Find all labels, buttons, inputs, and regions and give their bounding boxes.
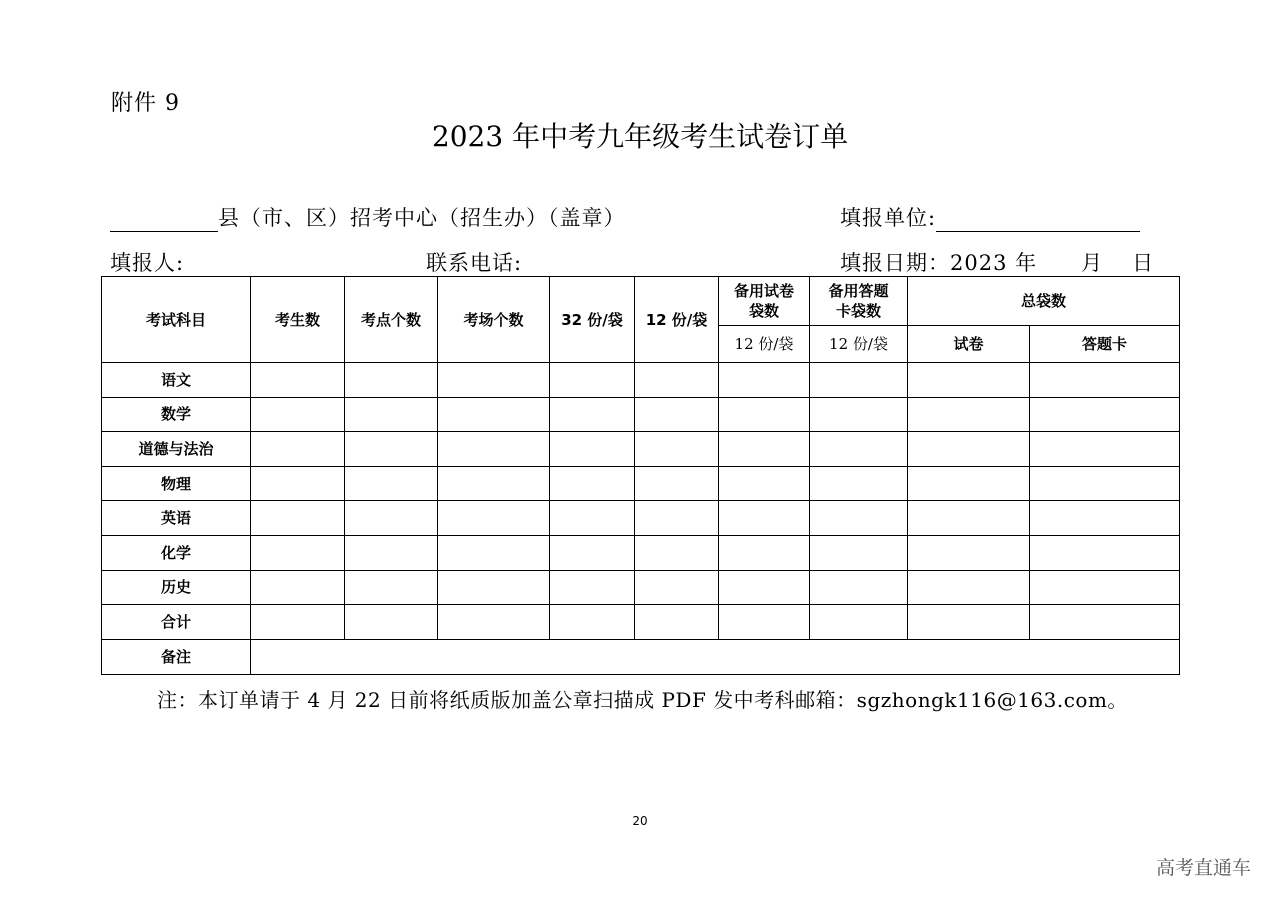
table-cell[interactable]: [550, 466, 635, 501]
table-cell[interactable]: [908, 501, 1030, 536]
table-cell[interactable]: [438, 397, 550, 432]
table-row: [102, 432, 1180, 467]
remark-row: [102, 639, 1180, 674]
table-row: [102, 570, 1180, 605]
header-total-card: 答题卡: [1030, 326, 1180, 363]
month-label: 月: [1081, 251, 1104, 275]
table-cell[interactable]: [251, 501, 345, 536]
subject-label: 合计: [102, 605, 251, 640]
table-cell[interactable]: [719, 397, 810, 432]
table-cell[interactable]: [635, 501, 719, 536]
table-cell[interactable]: [345, 605, 438, 640]
table-cell[interactable]: [251, 605, 345, 640]
table-cell[interactable]: [550, 501, 635, 536]
table-cell[interactable]: [438, 535, 550, 570]
table-cell[interactable]: [719, 570, 810, 605]
order-table: [101, 276, 1180, 675]
page-number: 20: [632, 814, 648, 828]
table-cell[interactable]: [810, 570, 908, 605]
table-cell[interactable]: [251, 363, 345, 398]
table-cell[interactable]: [550, 363, 635, 398]
header-rooms: 考场个数: [438, 277, 550, 363]
table-cell[interactable]: [1030, 535, 1180, 570]
subject-label: 化学: [102, 535, 251, 570]
table-row: [102, 605, 1180, 640]
table-cell[interactable]: [635, 363, 719, 398]
subject-label: 物理: [102, 466, 251, 501]
county-line: [110, 202, 626, 232]
table-cell[interactable]: [438, 501, 550, 536]
table-cell[interactable]: [550, 570, 635, 605]
table-cell[interactable]: [635, 535, 719, 570]
subject-label: 历史: [102, 570, 251, 605]
subject-label: 英语: [102, 501, 251, 536]
header-spare-paper: 备用试卷袋数: [719, 277, 810, 326]
county-text: 县（市、区）招考中心（招生办）（盖章）: [218, 206, 626, 230]
table-cell[interactable]: [1030, 501, 1180, 536]
table-cell[interactable]: [719, 535, 810, 570]
table-cell[interactable]: [1030, 605, 1180, 640]
table-cell[interactable]: [810, 501, 908, 536]
table-cell[interactable]: [345, 570, 438, 605]
table-cell[interactable]: [908, 535, 1030, 570]
table-row: [102, 501, 1180, 536]
subject-label: 语文: [102, 363, 251, 398]
remark-label: 备注: [102, 639, 251, 674]
table-cell[interactable]: [438, 466, 550, 501]
header-students: 考生数: [251, 277, 345, 363]
table-cell[interactable]: [251, 397, 345, 432]
header-bag12: 12 份/袋: [635, 277, 719, 363]
table-cell[interactable]: [1030, 570, 1180, 605]
person-field[interactable]: [184, 254, 374, 277]
table-cell[interactable]: [635, 605, 719, 640]
subject-label: 道德与法治: [102, 432, 251, 467]
phone-label: 联系电话:: [426, 251, 523, 275]
header-row-1: [102, 277, 1180, 326]
table-cell[interactable]: [719, 363, 810, 398]
table-cell[interactable]: [1030, 363, 1180, 398]
phone-line: [426, 247, 726, 277]
table-cell[interactable]: [345, 535, 438, 570]
unit-field[interactable]: [936, 209, 1140, 232]
table-cell[interactable]: [810, 535, 908, 570]
table-cell[interactable]: [1030, 432, 1180, 467]
table-row: [102, 535, 1180, 570]
footnote: 注：本订单请于 4 月 22 日前将纸质版加盖公章扫描成 PDF 发中考科邮箱：sgzhongk116@163.com。: [157, 688, 1128, 712]
table-cell[interactable]: [345, 363, 438, 398]
header-spare-card-unit: 12 份/袋: [810, 326, 908, 363]
table-cell[interactable]: [550, 605, 635, 640]
table-cell[interactable]: [1030, 466, 1180, 501]
table-cell[interactable]: [810, 466, 908, 501]
table-cell[interactable]: [438, 363, 550, 398]
table-cell[interactable]: [550, 432, 635, 467]
person-label: 填报人:: [110, 251, 185, 275]
table-cell[interactable]: [251, 432, 345, 467]
table-cell[interactable]: [550, 397, 635, 432]
table-row: [102, 363, 1180, 398]
table-cell[interactable]: [438, 432, 550, 467]
table-row: [102, 466, 1180, 501]
table-cell[interactable]: [438, 605, 550, 640]
table-cell[interactable]: [1030, 397, 1180, 432]
table-cell[interactable]: [251, 570, 345, 605]
subject-label: 数学: [102, 397, 251, 432]
table-row: [102, 397, 1180, 432]
table-cell[interactable]: [550, 535, 635, 570]
table-cell[interactable]: [810, 605, 908, 640]
table-cell[interactable]: [810, 363, 908, 398]
table-cell[interactable]: [810, 432, 908, 467]
table-cell[interactable]: [635, 432, 719, 467]
table-cell[interactable]: [810, 397, 908, 432]
header-spare-card: 备用答题卡袋数: [810, 277, 908, 326]
table-cell[interactable]: [719, 466, 810, 501]
table-cell[interactable]: [635, 466, 719, 501]
table-cell[interactable]: [345, 466, 438, 501]
day-label: 日: [1132, 251, 1155, 275]
header-total-paper: 试卷: [908, 326, 1030, 363]
table-cell[interactable]: [908, 363, 1030, 398]
unit-label: 填报单位:: [840, 206, 937, 230]
table-cell[interactable]: [908, 432, 1030, 467]
county-blank[interactable]: [110, 209, 218, 232]
subject-rows: [102, 363, 1180, 640]
unit-line: [840, 202, 1140, 232]
table-cell[interactable]: [438, 570, 550, 605]
date-line: [840, 247, 1154, 277]
table-cell[interactable]: [251, 466, 345, 501]
header-total: 总袋数: [908, 277, 1180, 326]
table-cell[interactable]: [908, 605, 1030, 640]
watermark: 高考直通车: [1155, 857, 1251, 879]
table-cell[interactable]: [908, 466, 1030, 501]
table-cell[interactable]: [345, 501, 438, 536]
header-sites: 考点个数: [345, 277, 438, 363]
table-cell[interactable]: [908, 570, 1030, 605]
table-cell[interactable]: [719, 432, 810, 467]
table-cell[interactable]: [908, 397, 1030, 432]
person-line: [110, 247, 374, 277]
phone-field[interactable]: [522, 254, 726, 277]
table-cell[interactable]: [345, 397, 438, 432]
page-title: 2023 年中考九年级考生试卷订单: [431, 120, 849, 153]
header-bag32: 32 份/袋: [550, 277, 635, 363]
table-cell[interactable]: [719, 501, 810, 536]
table-cell[interactable]: [251, 535, 345, 570]
table-cell[interactable]: [345, 432, 438, 467]
table-cell[interactable]: [635, 570, 719, 605]
date-label: 填报日期：2023 年: [840, 251, 1038, 275]
table-cell[interactable]: [635, 397, 719, 432]
header-spare-paper-unit: 12 份/袋: [719, 326, 810, 363]
table-cell[interactable]: [719, 605, 810, 640]
header-subject: 考试科目: [102, 277, 251, 363]
attachment-label: 附件 9: [111, 91, 180, 116]
remark-cell[interactable]: [251, 639, 1180, 674]
